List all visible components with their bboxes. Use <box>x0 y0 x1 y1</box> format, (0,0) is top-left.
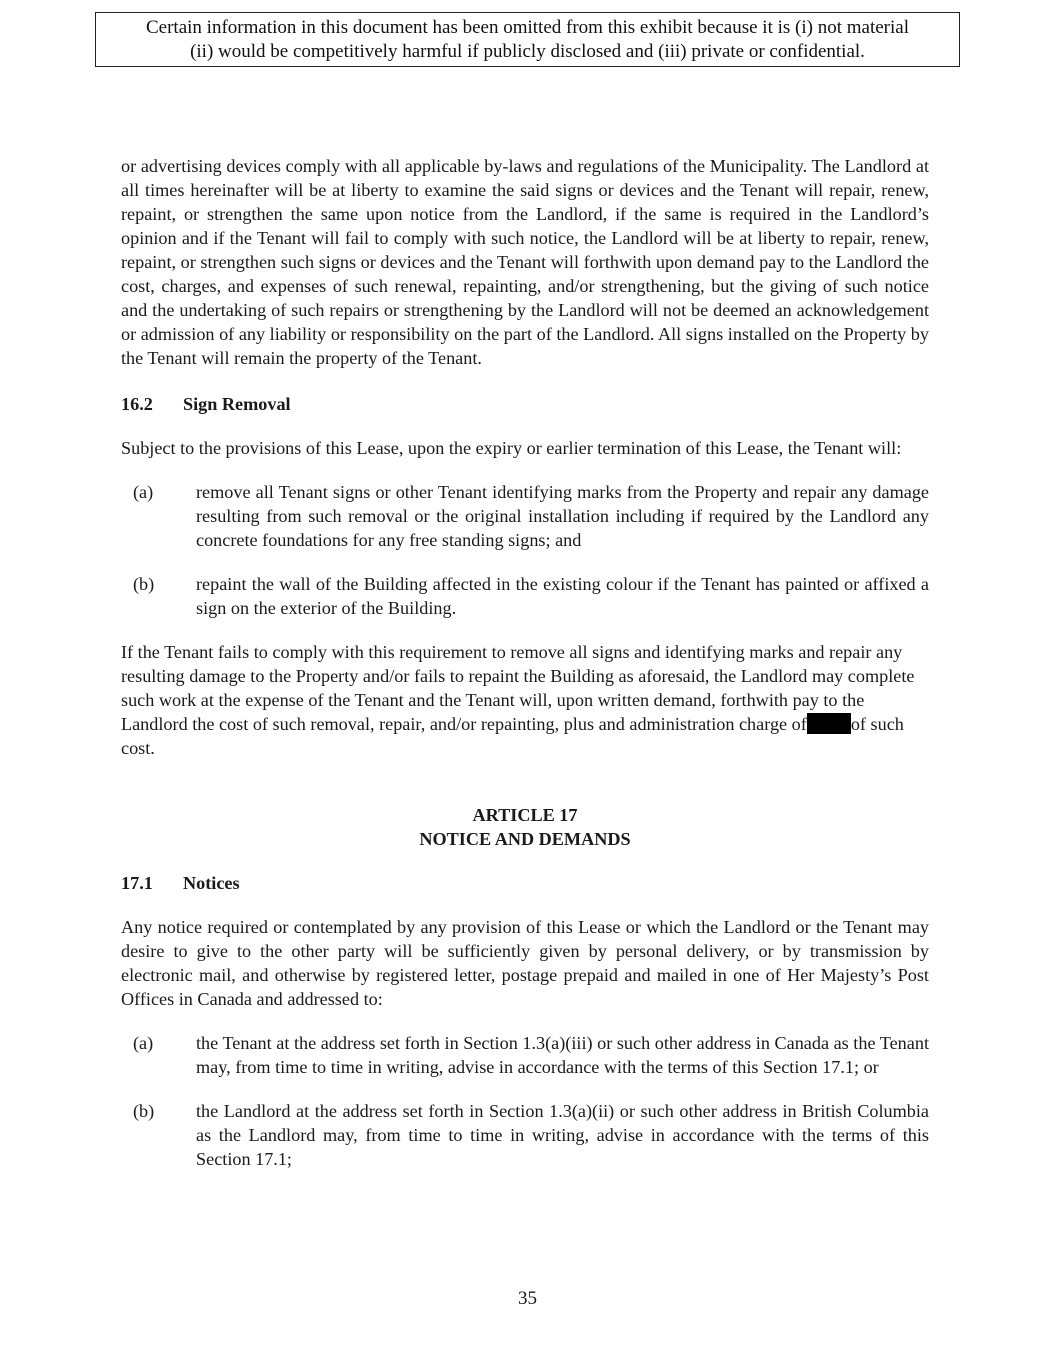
section-16-2-number: 16.2 <box>121 394 153 414</box>
closing-text-before: If the Tenant fails to comply with this requirement to remove all signs and identifying marks and repair any resulting damage to the Property and/or fails to repaint the Building as aforesaid, the Landlord may complete such work at the expense of the Tenant and the Tenant will, upon written demand, forthwith pay to the Landlord the cost of such removal, repair, and/or repainting, plus and administration charge of <box>121 642 915 734</box>
intro-paragraph: or advertising devices comply with all applicable by-laws and regulations of the Municipality. The Landlord at all times hereinafter will be at liberty to examine the said signs or devices and the Tenant will repair, renew, repaint, or strengthen the same upon notice from the Landlord, if the same is required in the Landlord’s opinion and if the Tenant will fail to comply with such notice, the Landlord will be at liberty to repair, renew, repaint, or strengthen such signs or devices and the Tenant will forthwith upon demand pay to the Landlord the cost, charges, and expenses of such renewal, repainting, and/or strengthening, but the giving of such notice and the undertaking of such repairs or strengthening by the Landlord will not be deemed an acknowledgement or admission of any liability or responsibility on the part of the Landlord. All signs installed on the Property by the Tenant will remain the property of the Tenant. <box>121 156 929 368</box>
list-item-label: (b) <box>133 574 155 594</box>
list-item-label: (b) <box>133 1101 155 1121</box>
redaction-block <box>807 713 851 734</box>
section-17-1-lead: Any notice required or contemplated by any provision of this Lease or which the Landlord or the Tenant may desire to give to the other party will be sufficiently given by personal delivery, or by transmission by electronic mail, and otherwise by registered letter, postage prepaid and mailed in one of Her Majesty’s Post Offices in Canada and addressed to: <box>121 917 929 1009</box>
article-heading <box>121 803 929 851</box>
section-17-1-heading <box>121 871 929 895</box>
list-item-text: the Landlord at the address set forth in Section 1.3(a)(ii) or such other address in British Columbia as the Landlord may, from time to time in writing, advise in accordance with the terms of this Section 17.1; <box>196 1101 929 1169</box>
list-item <box>121 480 929 552</box>
section-16-2-title: Sign Removal <box>183 394 291 414</box>
section-16-2-heading <box>121 392 929 416</box>
confidentiality-notice-box <box>95 12 960 67</box>
list-item <box>121 1099 929 1171</box>
notice-line-2: (ii) would be competitively harmful if publicly disclosed and (iii) private or confidential. <box>190 41 865 62</box>
section-17-1-title: Notices <box>183 873 240 893</box>
list-item-label: (a) <box>133 482 154 502</box>
article-title: NOTICE AND DEMANDS <box>419 829 631 849</box>
list-item <box>121 572 929 620</box>
closing-text-after: of such cost. <box>121 714 904 758</box>
section-16-2-closing <box>121 640 929 760</box>
list-item-text: the Tenant at the address set forth in Section 1.3(a)(iii) or such other address in Canada as the Tenant may, from time to time in writing, advise in accordance with the terms of this Section 17.1; or <box>196 1033 929 1077</box>
list-item <box>121 1031 929 1079</box>
section-16-2-lead: Subject to the provisions of this Lease, upon the expiry or earlier termination of this Lease, the Tenant will: <box>121 438 902 458</box>
list-item-label: (a) <box>133 1033 154 1053</box>
notice-line-1: Certain information in this document has been omitted from this exhibit because it is (i) not material <box>146 17 909 38</box>
section-17-1-number: 17.1 <box>121 873 153 893</box>
list-item-text: remove all Tenant signs or other Tenant identifying marks from the Property and repair any damage resulting from such removal or the original installation including if required by the Landlord any concrete foundations for any free standing signs; and <box>196 482 929 550</box>
page-number: 35 <box>518 1288 537 1309</box>
list-item-text: repaint the wall of the Building affected in the existing colour if the Tenant has painted or affixed a sign on the exterior of the Building. <box>196 574 929 618</box>
article-number: ARTICLE 17 <box>472 805 578 825</box>
document-body <box>121 154 929 1171</box>
